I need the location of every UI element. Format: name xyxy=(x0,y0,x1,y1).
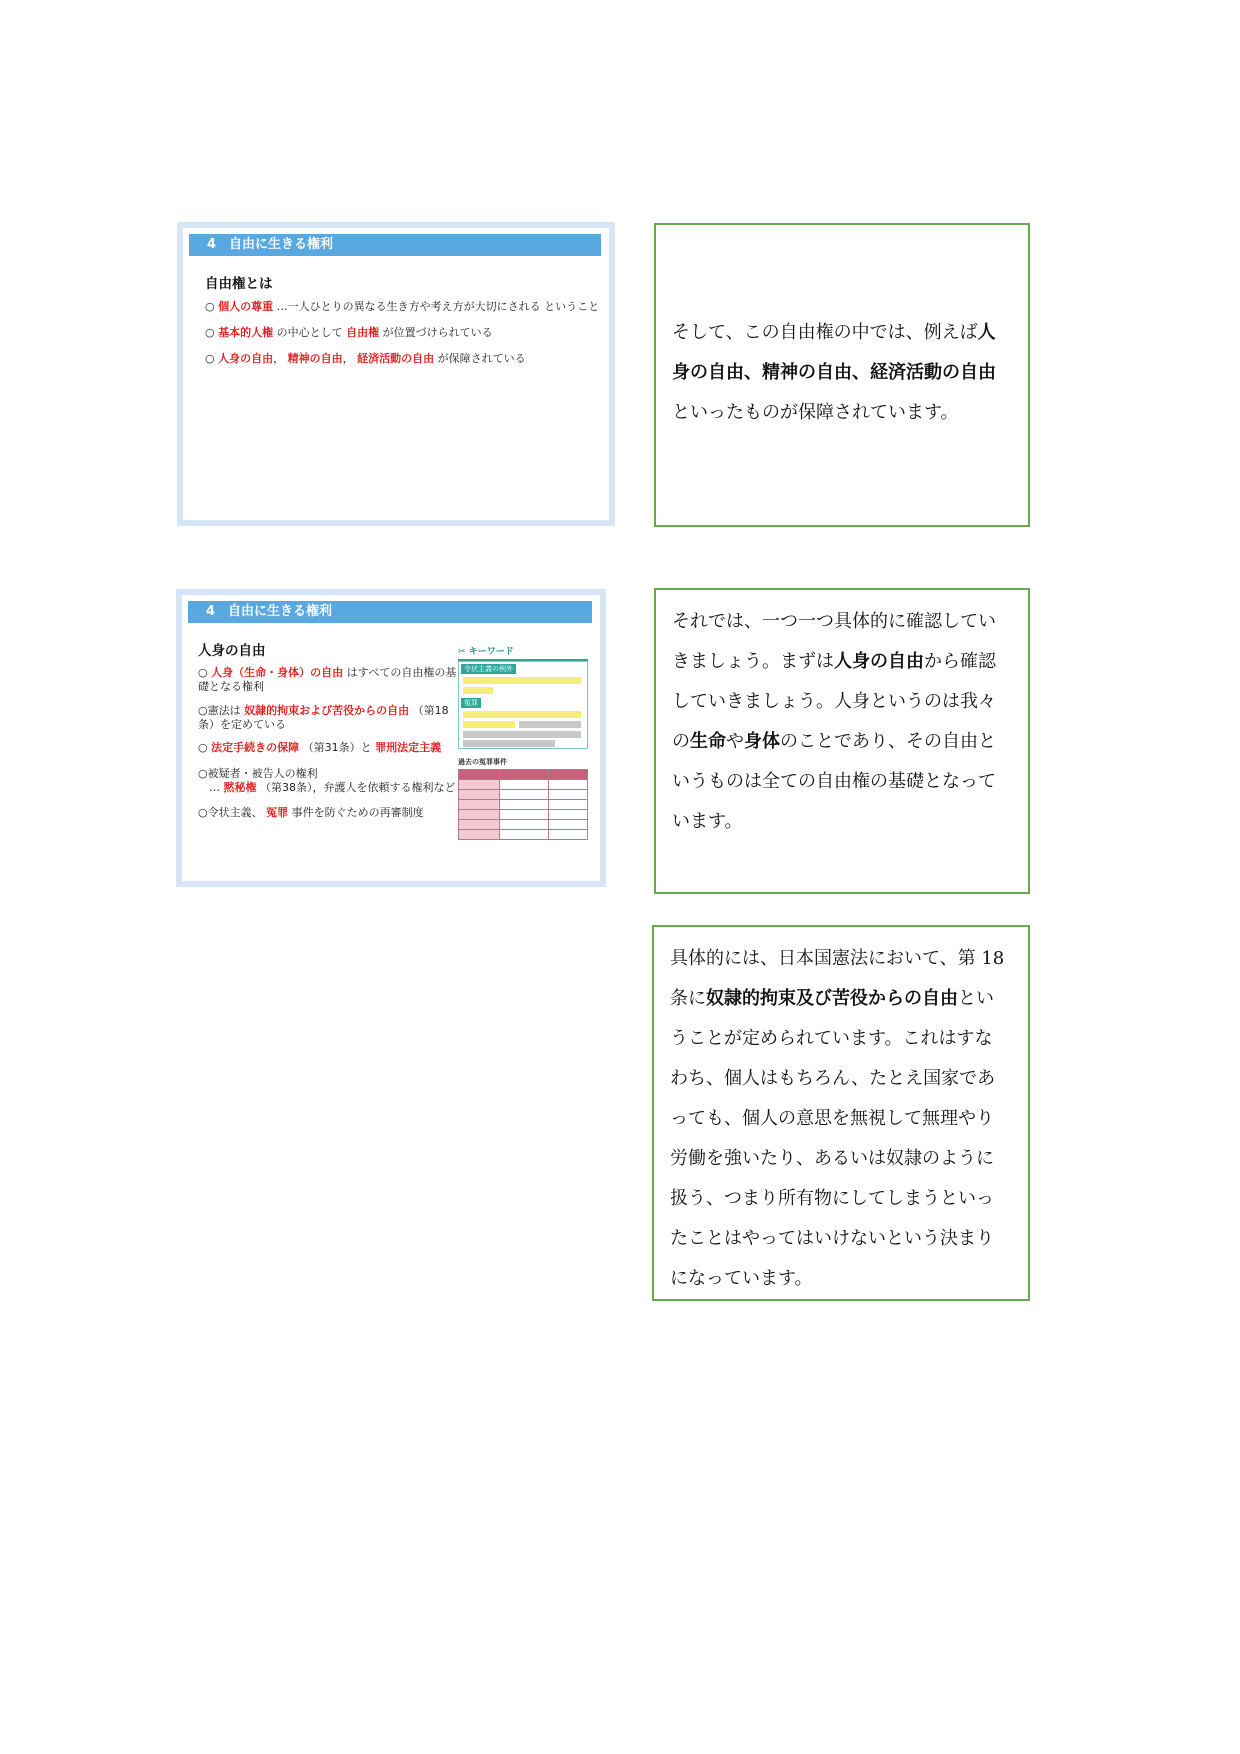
text-span: ○ xyxy=(205,352,219,365)
table-row xyxy=(459,800,588,810)
keyword-box xyxy=(458,661,588,749)
text-span: それでは、一つ一つ具体的に確認してい xyxy=(672,611,996,632)
table-header-row xyxy=(459,770,588,780)
text-span: いうものは全ての自由権の基礎となって xyxy=(672,771,996,792)
text-span: うことが定められています。これはすな xyxy=(670,1028,993,1049)
scissors-icon: ✂ xyxy=(458,647,466,657)
narration-line xyxy=(670,1219,1014,1259)
emphasis-text: 罪刑法定主義 xyxy=(375,741,442,754)
emphasis-text: 人 xyxy=(977,322,996,343)
narration-line xyxy=(672,393,1014,433)
text-line xyxy=(463,740,555,747)
narration-line xyxy=(672,642,1014,682)
emphasis-text: 人身（生命・身体）の自由 xyxy=(211,666,344,679)
bullet-line xyxy=(198,781,456,795)
slide-bullet xyxy=(198,704,449,732)
table-row xyxy=(459,790,588,800)
slide-bullet xyxy=(205,300,599,314)
narration-line xyxy=(670,939,1014,979)
text-span: たことはやってはいけないという決まり xyxy=(670,1228,994,1249)
text-span: ， xyxy=(342,352,358,365)
case-table-title: 過去の冤罪事件 xyxy=(458,758,507,766)
text-span: 扱う、つまり所有物にしてしまうといっ xyxy=(670,1188,994,1209)
emphasis-text: 経済活動の自由 xyxy=(357,352,435,365)
text-span: ， xyxy=(273,352,288,365)
keyword-panel xyxy=(458,645,588,843)
text-span: （第38条），弁護人を依頼する権利など xyxy=(256,781,456,794)
text-span: ○ xyxy=(205,326,219,339)
text-span: 条）を定めている xyxy=(198,718,286,731)
case-table xyxy=(458,769,588,840)
keyword-tag: 令状主義の例外 xyxy=(461,664,516,674)
narration-line xyxy=(670,1019,1014,1059)
text-span: の xyxy=(672,731,690,752)
table-row xyxy=(459,780,588,790)
emphasis-text: 身の自由、精神の自由、経済活動の自由 xyxy=(672,362,996,383)
text-span: ○ xyxy=(205,300,219,313)
emphasis-text: 生命 xyxy=(690,731,726,752)
keyword-tag: 冤罪 xyxy=(461,698,481,708)
narration-line xyxy=(672,802,1014,842)
narration-line xyxy=(672,353,1014,393)
text-span: や xyxy=(726,731,744,752)
text-span: の中心として xyxy=(273,326,347,339)
text-span: していきましょう。人身というのは我々 xyxy=(672,691,996,712)
emphasis-text: 法定手続きの保障 xyxy=(211,741,300,754)
emphasis-text: 奴隷的拘束および苦役からの自由 xyxy=(244,704,410,717)
bullet-line xyxy=(198,741,441,755)
emphasis-text: 基本的人権 xyxy=(218,326,274,339)
text-span: （第31条）と xyxy=(299,741,376,754)
slide-bullet xyxy=(205,326,493,340)
text-span: ○令状主義、 xyxy=(198,806,267,819)
narration-line xyxy=(670,1099,1014,1139)
slide-thumbnail-personal-liberty xyxy=(176,589,606,887)
narration-line xyxy=(670,979,1014,1019)
emphasis-text: 黙秘権 xyxy=(223,781,257,794)
slide-header: 4 自由に生きる権利 xyxy=(189,234,601,256)
text-span: っても、個人の意思を無視して無理やり xyxy=(670,1108,994,1129)
table-row xyxy=(459,830,588,840)
slide-header: 4 自由に生きる権利 xyxy=(188,601,592,623)
slide-bullet xyxy=(198,767,456,795)
text-span: （第18 xyxy=(409,704,449,717)
text-span: 礎となる権利 xyxy=(198,680,264,693)
text-span: ○ xyxy=(198,741,212,754)
bullet-line xyxy=(198,680,456,694)
text-span: 条に xyxy=(670,988,706,1009)
table-row xyxy=(459,820,588,830)
bullet-line xyxy=(198,806,424,820)
emphasis-text: 奴隷的拘束及び苦役からの自由 xyxy=(706,988,958,1009)
text-span: わち、個人はもちろん、たとえ国家であ xyxy=(670,1068,996,1089)
text-span: とい xyxy=(958,988,994,1009)
text-span: になっています。 xyxy=(670,1268,813,1289)
emphasis-text: 自由権 xyxy=(346,326,380,339)
text-span: ○憲法は xyxy=(198,704,245,717)
table-row xyxy=(459,810,588,820)
text-span: といったものが保障されています。 xyxy=(672,402,959,423)
keyword-heading: ✂ キーワード xyxy=(458,645,588,661)
text-span: ○被疑者・被告人の権利 xyxy=(198,767,318,780)
text-span: 具体的には、日本国憲法において、第 18 xyxy=(670,948,1005,969)
highlight-line xyxy=(463,711,581,718)
text-line xyxy=(463,731,581,738)
bullet-line xyxy=(198,767,456,781)
text-span: から確認 xyxy=(924,651,996,672)
narration-line xyxy=(672,602,1014,642)
narration-line xyxy=(670,1179,1014,1219)
text-span: 事件を防ぐための再審制度 xyxy=(288,806,424,819)
slide-bullet xyxy=(198,741,441,755)
text-span: います。 xyxy=(672,811,743,832)
emphasis-text: 冤罪 xyxy=(266,806,289,819)
highlight-line xyxy=(463,677,581,684)
narration-line xyxy=(672,313,1014,353)
slide-title: 人身の自由 xyxy=(198,643,266,659)
narration-line xyxy=(672,682,1014,722)
narration-line xyxy=(670,1259,1014,1299)
slide-bullet xyxy=(205,352,526,366)
emphasis-text: 人身の自由 xyxy=(218,352,274,365)
narration-line xyxy=(672,722,1014,762)
slide-thumbnail-freedom-rights xyxy=(177,222,615,526)
text-span: のことであり、その自由と xyxy=(780,731,996,752)
text-line xyxy=(519,721,581,728)
slide-title: 自由権とは xyxy=(205,276,273,292)
emphasis-text: 身体 xyxy=(744,731,780,752)
text-span: …一人ひとりの異なる生き方や考え方が大切にされる ということ xyxy=(273,300,600,313)
bullet-line xyxy=(198,704,449,718)
highlight-line xyxy=(463,687,493,694)
narration-line xyxy=(672,762,1014,802)
emphasis-text: 精神の自由 xyxy=(287,352,343,365)
text-span: ○ xyxy=(198,666,212,679)
text-span: が位置づけられている xyxy=(379,326,493,339)
narration-box-2 xyxy=(654,588,1030,894)
text-span: が保障されている xyxy=(434,352,526,365)
text-span: … xyxy=(198,781,224,794)
emphasis-text: 人身の自由 xyxy=(834,651,924,672)
narration-box-1 xyxy=(654,223,1030,527)
slide-bullet xyxy=(198,666,456,694)
narration-line xyxy=(670,1059,1014,1099)
text-span: そして、この自由権の中では、例えば xyxy=(672,322,978,343)
emphasis-text: 個人の尊重 xyxy=(218,300,274,313)
highlight-line xyxy=(463,721,515,728)
narration-box-3 xyxy=(652,925,1030,1301)
bullet-line xyxy=(198,666,456,680)
narration-line xyxy=(670,1139,1014,1179)
text-span: はすべての自由権の基 xyxy=(343,666,457,679)
text-span: きましょう。まずは xyxy=(672,651,834,672)
slide-bullet xyxy=(198,806,424,820)
bullet-line xyxy=(198,718,449,732)
text-span: 労働を強いたり、あるいは奴隷のように xyxy=(670,1148,994,1169)
